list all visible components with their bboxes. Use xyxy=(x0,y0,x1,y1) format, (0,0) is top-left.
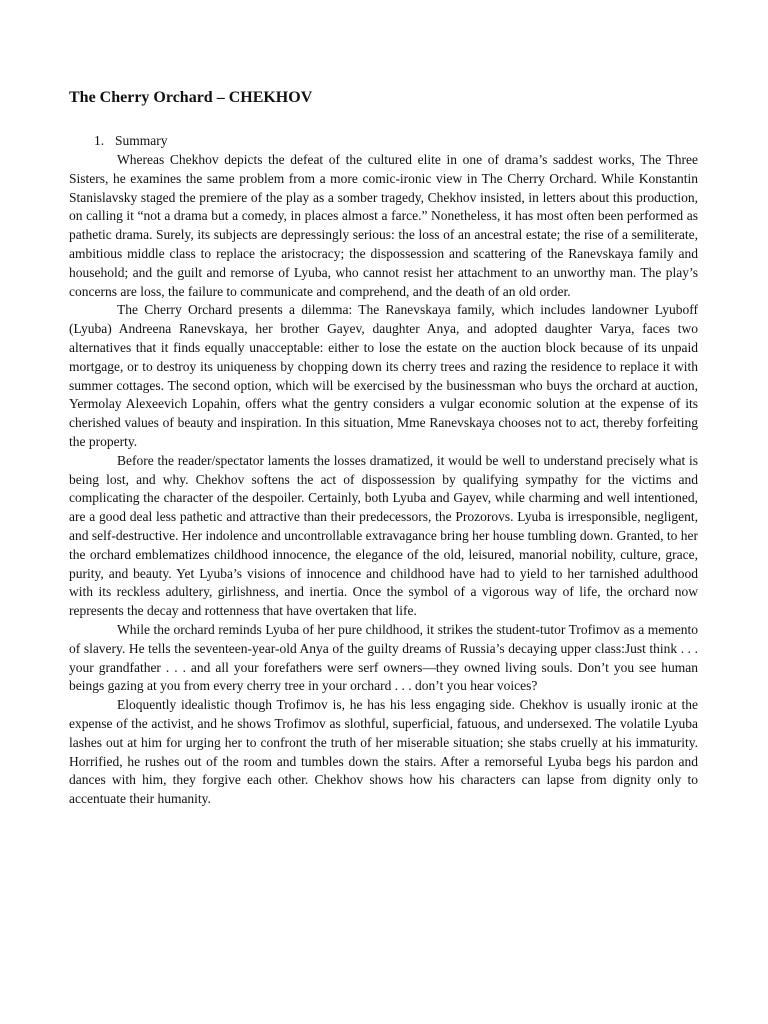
section-heading xyxy=(94,132,168,150)
paragraph: Before the reader/spectator laments the losses dramatized, it would be well to understand precisely what is being lost, and why. Chekhov softens the act of dispossession by qualifying sympathy for the victims and complicating the character of the despoiler. Certainly, both Lyuba and Gayev, while charming and well intentioned, are a good deal less pathetic and attractive than their predecessors, the Prozorovs. Lyuba is irresponsible, negligent, and self-destructive. Her indolence and uncontrollable extravagance bring her house tumbling down. Granted, to her the orchard emblematizes childhood innocence, the elegance of the old, leisured, manorial nobility, culture, grace, purity, and beauty. Yet Lyuba’s visions of innocence and childhood have had to yield to her tarnished adulthood with its reckless adultery, girlishness, and inertia. Once the symbol of a vigorous way of life, the orchard now represents the decay and rottenness that have overtaken that life. xyxy=(69,452,698,619)
document-title: The Cherry Orchard – CHEKHOV xyxy=(69,89,313,106)
paragraph: While the orchard reminds Lyuba of her pure childhood, it strikes the student-tutor Trofimov as a memento of slavery. He tells the seventeen-year-old Anya of the guilty dreams of Russia’s decaying upper class:Just think . . . your grandfather . . . and all your forefathers were serf owners—they owned living souls. Don’t you see human beings gazing at you from every cherry tree in your orchard . . . don’t you hear voices? xyxy=(69,621,698,694)
body-text xyxy=(69,151,698,809)
section-title: Summary xyxy=(115,133,168,148)
paragraph: Eloquently idealistic though Trofimov is, he has his less engaging side. Chekhov is usually ironic at the expense of the activist, and he shows Trofimov as slothful, superficial, fatuous, and undersexed. The volatile Lyuba lashes out at him for urging her to confront the truth of her miserable situation; she stabs cruelly at his immaturity. Horrified, he rushes out of the room and tumbles down the stairs. After a remorseful Lyuba begs his pardon and dances with him, they forgive each other. Chekhov shows how his characters can lapse from dignity only to accentuate their humanity. xyxy=(69,697,698,807)
paragraph: The Cherry Orchard presents a dilemma: The Ranevskaya family, which includes landowner Lyuboff (Lyuba) Andreena Ranevskaya, her brother Gayev, daughter Anya, and adopted daughter Varya, faces two alternatives that it finds equally unacceptable: either to lose the estate on the auction block because of its unpaid mortgage, or to destroy its uniqueness by chopping down its cherry trees and razing the residence to replace it with summer cottages. The second option, which will be exercised by the businessman who buys the orchard at auction, Yermolay Alexeevich Lopahin, offers what the gentry considers a vulgar economic solution at the expense of its cherished values of beauty and inspiration. In this situation, Mme Ranevskaya chooses not to act, thereby forfeiting the property. xyxy=(69,302,698,449)
section-number: 1. xyxy=(94,133,105,148)
paragraph: Whereas Chekhov depicts the defeat of the cultured elite in one of drama’s saddest works, The Three Sisters, he examines the same problem from a more comic-ironic view in The Cherry Orchard. While Konstantin Stanislavsky staged the premiere of the play as a somber tragedy, Chekhov insisted, in letters about this production, on calling it “not a drama but a comedy, in places almost a farce.” Nonetheless, it has most often been performed as pathetic drama. Surely, its subjects are depressingly serious: the loss of an ancestral estate; the rise of a semiliterate, ambitious middle class to replace the aristocracy; the dispossession and scattering of the Ranevskaya family and household; and the guilt and remorse of Lyuba, who cannot resist her attachment to an unworthy man. The play’s concerns are loss, the failure to communicate and comprehend, and the death of an old order. xyxy=(69,152,698,299)
